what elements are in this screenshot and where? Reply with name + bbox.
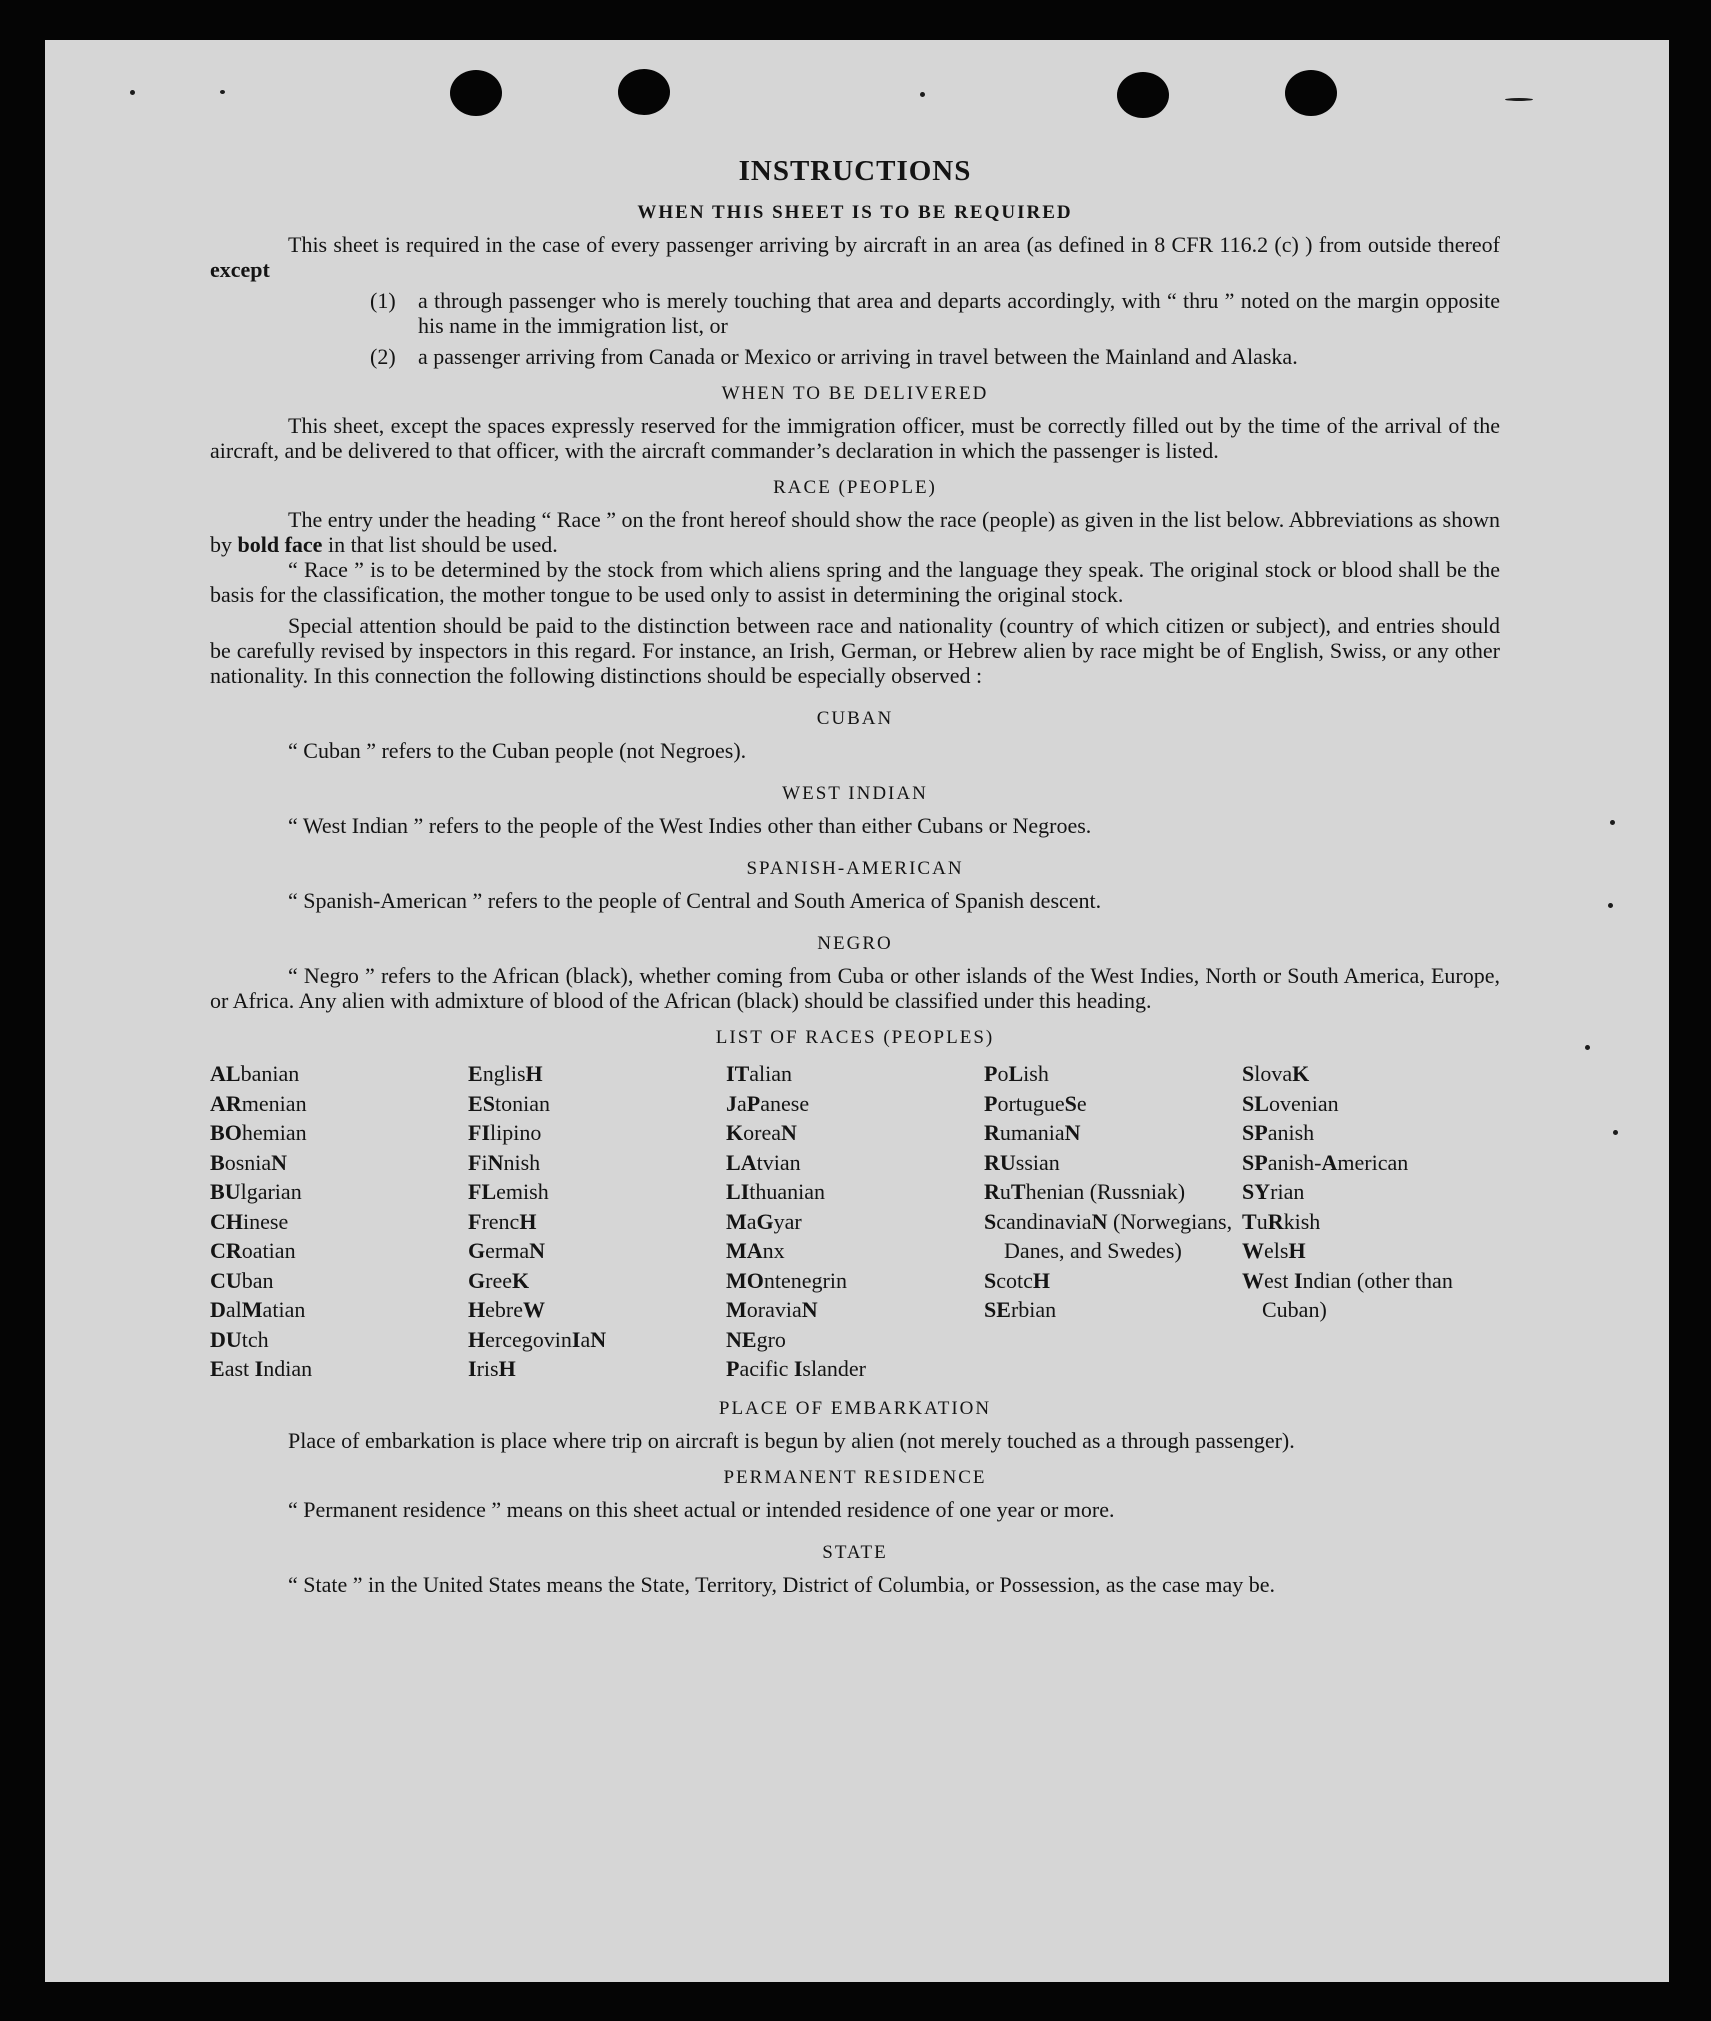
- race-entry: East Indian: [210, 1356, 313, 1381]
- punch-hole: [450, 70, 502, 116]
- paper-speck: [1610, 820, 1615, 825]
- races-column: [726, 1059, 984, 1384]
- page-title: INSTRUCTIONS: [738, 155, 972, 187]
- embarkation-text: Place of embarkation is place where trip on aircraft is begun by alien (not merely touched as a through passenger).: [288, 1427, 1295, 1453]
- race-entry: SLovenian: [1242, 1090, 1339, 1116]
- race-p1-start: The entry under the heading “ Race ” on the front hereof should show the race (people) as given in the list below. Abbreviations as shown by: [210, 507, 1500, 557]
- punch-hole: [1285, 70, 1337, 116]
- races-list: [210, 1059, 1500, 1384]
- race-entry: BosniaN: [210, 1149, 288, 1175]
- item-number: (2): [370, 344, 396, 369]
- required-intro: [210, 232, 1500, 282]
- race-entry: ITalian: [726, 1061, 793, 1086]
- race-entry: SlovaK: [1242, 1061, 1310, 1086]
- heading-state: STATE: [822, 1541, 888, 1563]
- heading-cuban: CUBAN: [816, 708, 894, 729]
- race-entry: LIthuanian: [726, 1179, 826, 1204]
- race-entry: MaGyar: [726, 1208, 802, 1234]
- race-entry: ALbanian: [210, 1061, 300, 1086]
- delivered-text: This sheet, except the spaces expressly reserved for the immigration officer, must be correctly filled out by the time of the arrival of the aircraft, and be delivered to that officer, with the aircraft commander’s declaration in which the passenger is listed.: [210, 413, 1500, 463]
- cuban-text: “ Cuban ” refers to the Cuban people (not Negroes).: [288, 738, 747, 763]
- race-entry: CUban: [210, 1267, 274, 1293]
- race-p1-bold: bold face: [237, 532, 323, 557]
- race-entry: BOhemian: [210, 1120, 307, 1145]
- race-p1-end: in that list should be used.: [322, 532, 558, 557]
- races-column: [468, 1059, 726, 1384]
- race-entry: HebreW: [468, 1297, 545, 1322]
- paper-speck: [1608, 903, 1613, 908]
- required-intro-text: This sheet is required in the case of every passenger arriving by aircraft in an area (as defined in 8 CFR 116.2 (c) ) from outside thereof: [288, 232, 1500, 257]
- spanish-american-text: “ Spanish-American ” refers to the people of Central and South America of Spanish descent.: [288, 888, 1102, 913]
- race-entry: DalMatian: [210, 1297, 306, 1322]
- race-entry: Pacific Islander: [726, 1356, 866, 1381]
- race-entry: MOntenegrin: [726, 1267, 847, 1293]
- race-entry: GreeK: [468, 1267, 530, 1293]
- paper-speck: [920, 92, 925, 97]
- race-entry: PoLish: [984, 1061, 1049, 1086]
- paper-speck: [1505, 98, 1533, 101]
- heading-permanent-residence: PERMANENT RESIDENCE: [723, 1466, 987, 1488]
- paper-speck: [130, 90, 135, 95]
- race-entry: SPanish-American: [1242, 1149, 1409, 1175]
- item-number: (1): [370, 288, 396, 313]
- race-entry: GermaN: [468, 1238, 545, 1263]
- race-entry: RuThenian (Russniak): [984, 1179, 1186, 1204]
- heading-list-of-races: LIST OF RACES (PEOPLES): [715, 1027, 995, 1048]
- race-entry: EStonian: [468, 1090, 550, 1116]
- race-entry: SErbian: [984, 1297, 1057, 1322]
- race-entry: WelsH: [1242, 1238, 1306, 1263]
- heading-when-required: WHEN THIS SHEET IS TO BE REQUIRED: [637, 202, 1073, 223]
- race-entry: NEgro: [726, 1326, 786, 1352]
- race-entry: DUtch: [210, 1326, 269, 1352]
- item-text: a through passenger who is merely touching that area and departs accordingly, with “ thru ” noted on the margin opposite his name in the immigration list, or: [418, 288, 1500, 338]
- race-entry: TuRkish: [1242, 1208, 1321, 1234]
- race-entry: MoraviaN: [726, 1297, 818, 1322]
- race-entry: SYrian: [1242, 1179, 1305, 1204]
- heading-race: RACE (PEOPLE): [773, 477, 937, 498]
- races-column: [984, 1059, 1242, 1384]
- race-entry: RUssian: [984, 1149, 1060, 1175]
- negro-text: “ Negro ” refers to the African (black), whether coming from Cuba or other islands of the West Indies, North or South America, Europe, or Africa. Any alien with admixture of blood of the African (black) should be classified under this heading.: [210, 963, 1500, 1013]
- race-entry: ScotcH: [984, 1267, 1051, 1293]
- race-entry: JaPanese: [726, 1090, 810, 1116]
- residence-text: “ Permanent residence ” means on this sheet actual or intended residence of one year or more.: [288, 1496, 1115, 1522]
- instructions-body: [210, 155, 1500, 1597]
- heading-negro: NEGRO: [817, 933, 893, 954]
- race-entry: FiNnish: [468, 1149, 541, 1175]
- race-entry: ARmenian: [210, 1090, 307, 1116]
- race-entry: KoreaN: [726, 1120, 797, 1145]
- heading-spanish-american: SPANISH-AMERICAN: [746, 858, 964, 879]
- state-text: “ State ” in the United States means the State, Territory, District of Columbia, or Possession, as the case may be.: [288, 1571, 1276, 1597]
- race-entry: SPanish: [1242, 1120, 1315, 1145]
- required-intro-bold: except: [210, 257, 270, 282]
- race-entry: RumaniaN: [984, 1120, 1081, 1145]
- race-entry: IrisH: [468, 1356, 516, 1381]
- races-column: [210, 1059, 468, 1384]
- heading-embarkation: PLACE OF EMBARKATION: [718, 1397, 992, 1419]
- west-indian-text: “ West Indian ” refers to the people of the West Indies other than either Cubans or Negroes.: [288, 813, 1092, 838]
- paper-speck: [220, 90, 225, 94]
- punch-hole: [618, 69, 670, 115]
- required-item: [370, 288, 1500, 338]
- race-entry: ScandinaviaN (Norwegians, Danes, and Swedes): [984, 1208, 1233, 1263]
- punch-hole: [1117, 72, 1169, 118]
- required-item: [370, 344, 1500, 369]
- document-sheet: [45, 40, 1669, 1982]
- race-entry: MAnx: [726, 1238, 785, 1263]
- race-paragraph-3: Special attention should be paid to the distinction between race and nationality (country of which citizen or subject), and entries should be carefully revised by inspectors in this regard. For instance, an Irish, German, or Hebrew alien by race might be of English, Swiss, or any other nationality. In this connection the following distinctions should be especially observed :: [210, 613, 1500, 688]
- race-entry: West Indian (other than Cuban): [1242, 1267, 1453, 1322]
- paper-speck: [1585, 1045, 1590, 1050]
- race-entry: PortugueSe: [984, 1090, 1087, 1116]
- race-entry: CHinese: [210, 1208, 289, 1234]
- item-text: a passenger arriving from Canada or Mexico or arriving in travel between the Mainland and Alaska.: [418, 344, 1298, 369]
- paper-speck: [1613, 1130, 1618, 1135]
- race-entry: BUlgarian: [210, 1179, 302, 1204]
- race-entry: FrencH: [468, 1208, 537, 1234]
- race-paragraph-1: [210, 507, 1500, 557]
- heading-west-indian: WEST INDIAN: [782, 783, 928, 804]
- races-column: [1242, 1059, 1500, 1384]
- race-entry: EnglisH: [468, 1061, 543, 1086]
- race-entry: CRoatian: [210, 1238, 296, 1263]
- heading-when-delivered: WHEN TO BE DELIVERED: [721, 383, 989, 404]
- race-entry: FIlipino: [468, 1120, 542, 1145]
- race-paragraph-2: “ Race ” is to be determined by the stock from which aliens spring and the language they speak. The original stock or blood shall be the basis for the classification, the mother tongue to be used only to assist in determining the original stock.: [210, 557, 1500, 607]
- race-entry: LAtvian: [726, 1149, 801, 1175]
- race-entry: FLemish: [468, 1179, 549, 1204]
- race-entry: HercegovinIaN: [468, 1326, 607, 1352]
